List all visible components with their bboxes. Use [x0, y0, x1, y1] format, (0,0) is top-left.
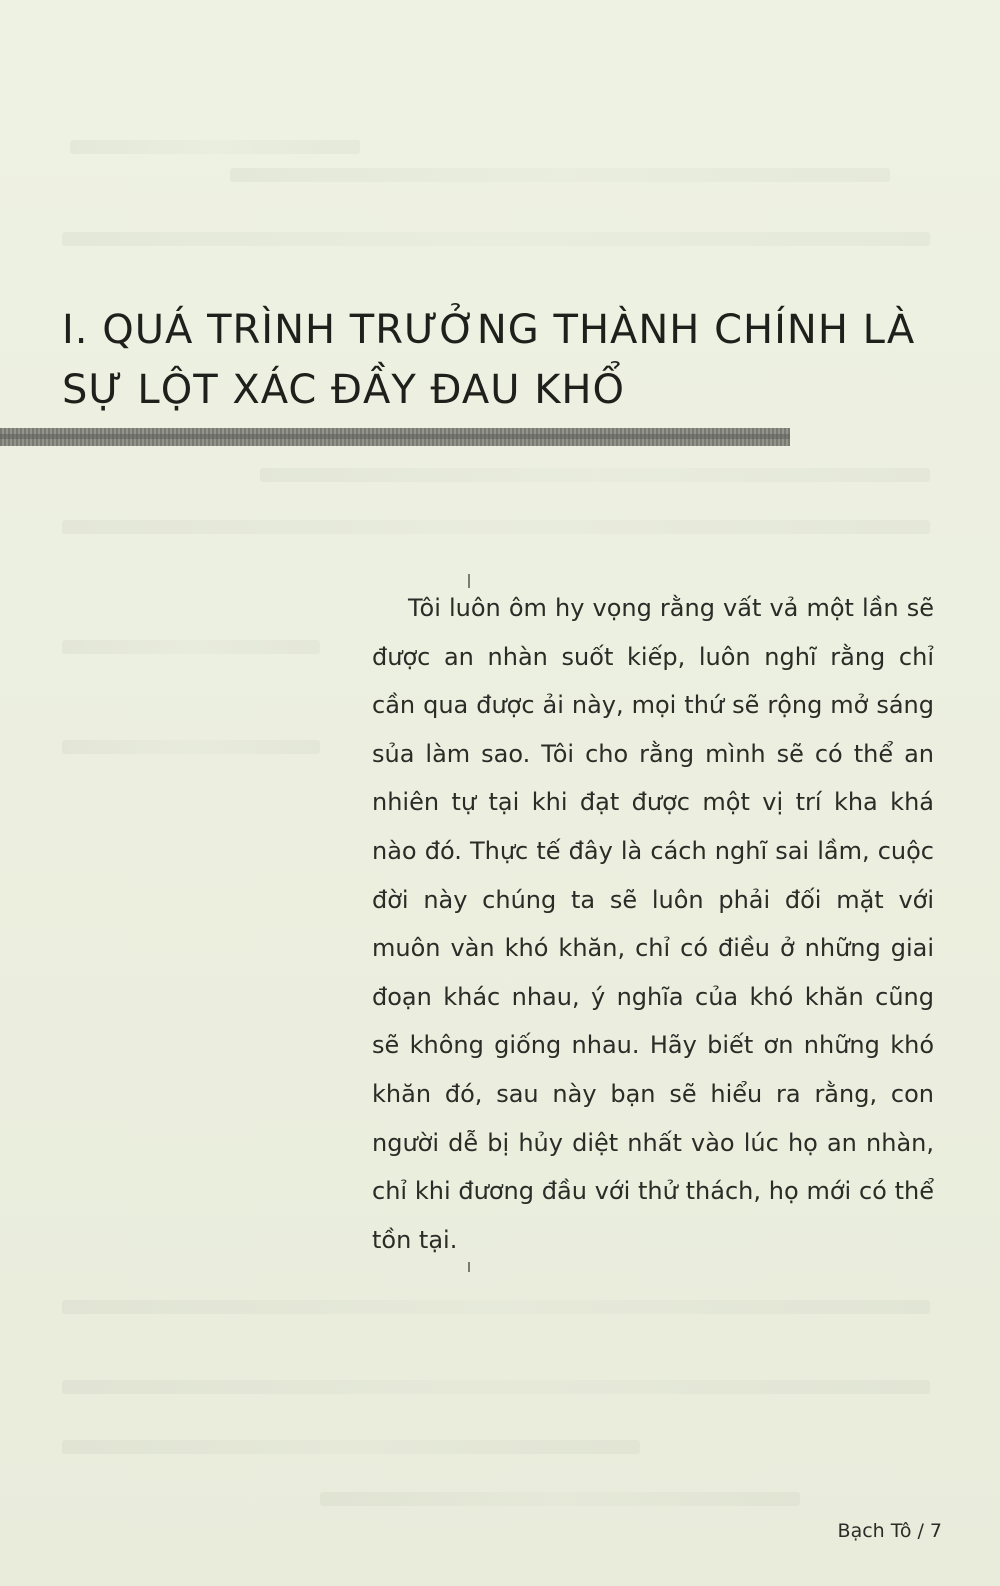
title-underline-rule — [0, 428, 790, 446]
margin-mark — [468, 1262, 470, 1272]
bleed-through-line — [230, 168, 890, 182]
body-paragraph: Tôi luôn ôm hy vọng rằng vất vả một lần sẽ được an nhàn suốt kiếp, luôn nghĩ rằng chỉ cần qua được ải này, mọi thứ sẽ rộng mở sáng sủa làm sao. Tôi cho rằng mình sẽ có thể an nhiên tự tại khi đạt được một vị trí kha khá nào đó. Thực tế đây là cách nghĩ sai lầm, cuộc đời này chúng ta sẽ luôn phải đối mặt với muôn vàn khó khăn, chỉ có điều ở những giai đoạn khác nhau, ý nghĩa của khó khăn cũng sẽ không giống nhau. Hãy biết ơn những khó khăn đó, sau này bạn sẽ hiểu ra rằng, con người dễ bị hủy diệt nhất vào lúc họ an nhàn, chỉ khi đương đầu với thử thách, họ mới có thể tồn tại. — [372, 594, 934, 1254]
footer-separator: / — [917, 1520, 924, 1542]
chapter-title-line-1: I. QUÁ TRÌNH TRƯỞNG THÀNH CHÍNH LÀ — [62, 307, 916, 353]
running-author: Bạch Tô — [837, 1520, 912, 1542]
bleed-through-line — [62, 520, 930, 534]
chapter-title-line-2: SỰ LỘT XÁC ĐẦY ĐAU KHỔ — [62, 367, 625, 413]
page-number: 7 — [929, 1520, 942, 1542]
chapter-title — [62, 300, 922, 420]
bleed-through-line — [62, 1440, 640, 1454]
bleed-through-line — [62, 740, 320, 754]
bleed-through-line — [260, 468, 930, 482]
bleed-through-line — [62, 1300, 930, 1314]
bleed-through-line — [62, 232, 930, 246]
bleed-through-line — [70, 140, 360, 154]
page-footer — [838, 1520, 942, 1542]
bleed-through-line — [62, 640, 320, 654]
bleed-through-line — [320, 1492, 800, 1506]
bleed-through-line — [62, 1380, 930, 1394]
